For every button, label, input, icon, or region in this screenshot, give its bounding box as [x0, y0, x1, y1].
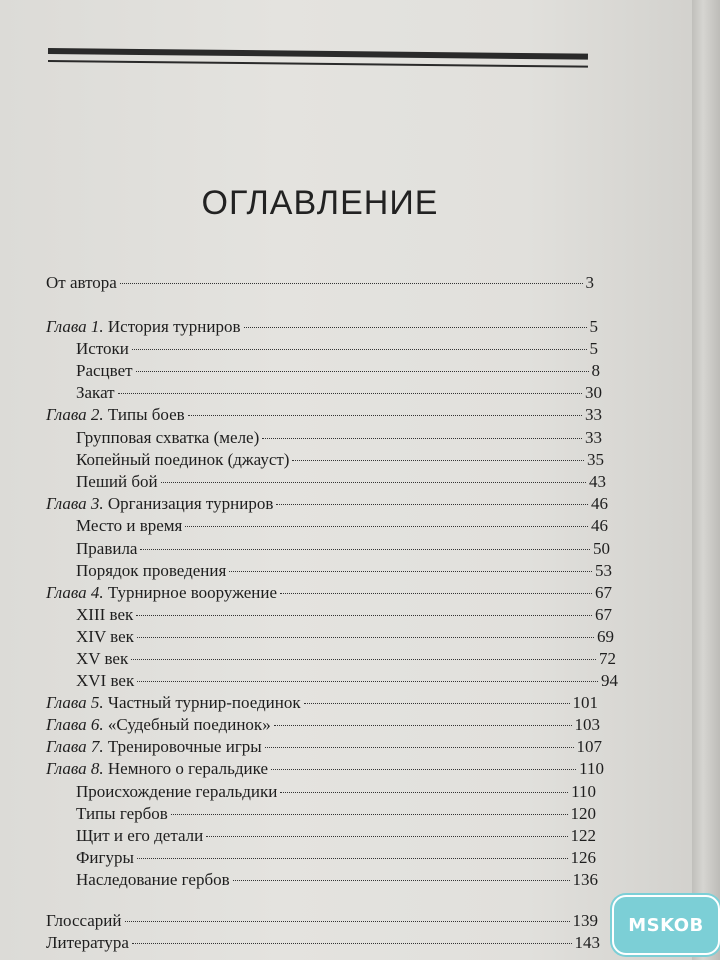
toc-entry: [76, 515, 608, 537]
entry-title: XV век: [76, 649, 129, 668]
entry-title: Порядок проведения: [76, 561, 227, 580]
page-number: 122: [570, 826, 596, 845]
toc-entry: [76, 847, 596, 869]
entry-title: Пеший бой: [76, 472, 158, 491]
page-number: 69: [597, 627, 614, 646]
dot-leader: [244, 327, 587, 328]
dot-leader: [274, 725, 572, 726]
toc-entry: [76, 471, 606, 493]
toc-chapter: [46, 493, 608, 515]
entry-title: Правила: [76, 539, 138, 558]
entry-title: XVI век: [76, 671, 135, 690]
entry-title: Глоссарий: [46, 911, 122, 930]
toc-entry: [76, 449, 604, 471]
toc-entry: [76, 670, 618, 692]
entry-title: Частный турнир-поединок: [107, 693, 301, 712]
dot-leader: [304, 703, 570, 704]
page-number: 33: [585, 428, 602, 447]
toc-chapter: [46, 736, 602, 758]
toc-entry: [76, 825, 596, 847]
chapter-number: Глава 3.: [46, 494, 104, 513]
page-number: 110: [571, 782, 596, 801]
toc-entry: [76, 648, 616, 670]
chapter-number: Глава 5.: [46, 693, 104, 712]
toc-entry: [46, 910, 598, 932]
toc-entry: [76, 781, 596, 803]
entry-title: XIV век: [76, 627, 134, 646]
entry-title: Организация турниров: [107, 494, 274, 513]
chapter-number: Глава 8.: [46, 759, 104, 778]
entry-title: XIII век: [76, 605, 134, 624]
dot-leader: [118, 393, 582, 394]
page-number: 67: [595, 605, 612, 624]
page-number: 53: [595, 561, 612, 580]
dot-leader: [136, 371, 589, 372]
toc-entry: [76, 427, 602, 449]
chapter-number: Глава 6.: [46, 715, 104, 734]
entry-title: Немного о геральдике: [107, 759, 268, 778]
dot-leader: [271, 769, 576, 770]
toc-entry: [76, 560, 612, 582]
page-number: 8: [591, 361, 600, 380]
page-number: 46: [591, 516, 608, 535]
entry-title: Групповая схватка (меле): [76, 428, 260, 447]
page-number: 103: [574, 715, 600, 734]
toc-entry: [46, 272, 594, 294]
toc-chapter: [46, 758, 604, 780]
toc-chapter: [46, 692, 598, 714]
toc-entry: [76, 626, 614, 648]
watermark-text: MSKOB: [628, 914, 704, 936]
toc-chapter: [46, 714, 600, 736]
entry-title: История турниров: [107, 317, 241, 336]
toc-entry: [76, 538, 610, 560]
page-number: 43: [589, 472, 606, 491]
page-number: 5: [589, 339, 598, 358]
page-number: 126: [570, 848, 596, 867]
dot-leader: [137, 637, 594, 638]
dot-leader: [161, 482, 586, 483]
entry-title: Происхождение геральдики: [76, 782, 278, 801]
entry-title: Типы гербов: [76, 804, 168, 823]
page-edge: [692, 0, 720, 960]
dot-leader: [132, 943, 572, 944]
dot-leader: [233, 880, 570, 881]
entry-title: Фигуры: [76, 848, 134, 867]
page-number: 67: [595, 583, 612, 602]
entry-title: Турнирное вооружение: [107, 583, 278, 602]
page-number: 136: [572, 870, 598, 889]
toc-entry: [76, 360, 600, 382]
toc-chapter: [46, 316, 598, 338]
dot-leader: [125, 921, 570, 922]
entry-title: Тренировочные игры: [107, 737, 262, 756]
entry-title: От автора: [46, 273, 117, 292]
entry-title: Наследование гербов: [76, 870, 230, 889]
chapter-number: Глава 2.: [46, 405, 104, 424]
entry-title: Щит и его детали: [76, 826, 204, 845]
dot-leader: [140, 549, 590, 550]
dot-leader: [132, 349, 587, 350]
page-number: 107: [576, 737, 602, 756]
toc-entry: [46, 932, 600, 954]
entry-title: Истоки: [76, 339, 129, 358]
toc-entry: [76, 338, 598, 360]
dot-leader: [280, 792, 568, 793]
dot-leader: [276, 504, 588, 505]
entry-title: Расцвет: [76, 361, 133, 380]
chapter-number: Глава 7.: [46, 737, 104, 756]
dot-leader: [188, 415, 582, 416]
entry-title: Копейный поединок (джауст): [76, 450, 290, 469]
toc-entry: [76, 869, 598, 891]
dot-leader: [171, 814, 568, 815]
dot-leader: [120, 283, 583, 284]
page-number: 110: [579, 759, 604, 778]
chapter-number: Глава 1.: [46, 317, 104, 336]
dot-leader: [229, 571, 592, 572]
dot-leader: [136, 615, 592, 616]
page-number: 50: [593, 539, 610, 558]
entry-title: Литература: [46, 933, 129, 952]
toc-chapter: [46, 404, 602, 426]
dot-leader: [206, 836, 567, 837]
page-number: 3: [585, 273, 594, 292]
page-number: 35: [587, 450, 604, 469]
page-number: 120: [570, 804, 596, 823]
page-number: 139: [572, 911, 598, 930]
toc-chapter: [46, 582, 612, 604]
toc-entry: [76, 382, 602, 404]
dot-leader: [131, 659, 596, 660]
dot-leader: [262, 438, 582, 439]
dot-leader: [137, 681, 598, 682]
page-number: 5: [589, 317, 598, 336]
page-number: 30: [585, 383, 602, 402]
dot-leader: [280, 593, 592, 594]
page-title: ОГЛАВЛЕНИЕ: [201, 184, 439, 222]
chapter-number: Глава 4.: [46, 583, 104, 602]
page-number: 72: [599, 649, 616, 668]
page-number: 94: [601, 671, 618, 690]
page-number: 101: [572, 693, 598, 712]
page-number: 143: [574, 933, 600, 952]
entry-title: Закат: [76, 383, 115, 402]
entry-title: Место и время: [76, 516, 183, 535]
entry-title: Типы боев: [107, 405, 185, 424]
dot-leader: [185, 526, 588, 527]
toc-entry: [76, 604, 612, 626]
dot-leader: [292, 460, 584, 461]
page-number: 46: [591, 494, 608, 513]
entry-title: «Судебный поединок»: [107, 715, 271, 734]
dot-leader: [265, 747, 574, 748]
page-number: 33: [585, 405, 602, 424]
dot-leader: [137, 858, 568, 859]
toc-entry: [76, 803, 596, 825]
watermark-badge: [612, 895, 720, 955]
